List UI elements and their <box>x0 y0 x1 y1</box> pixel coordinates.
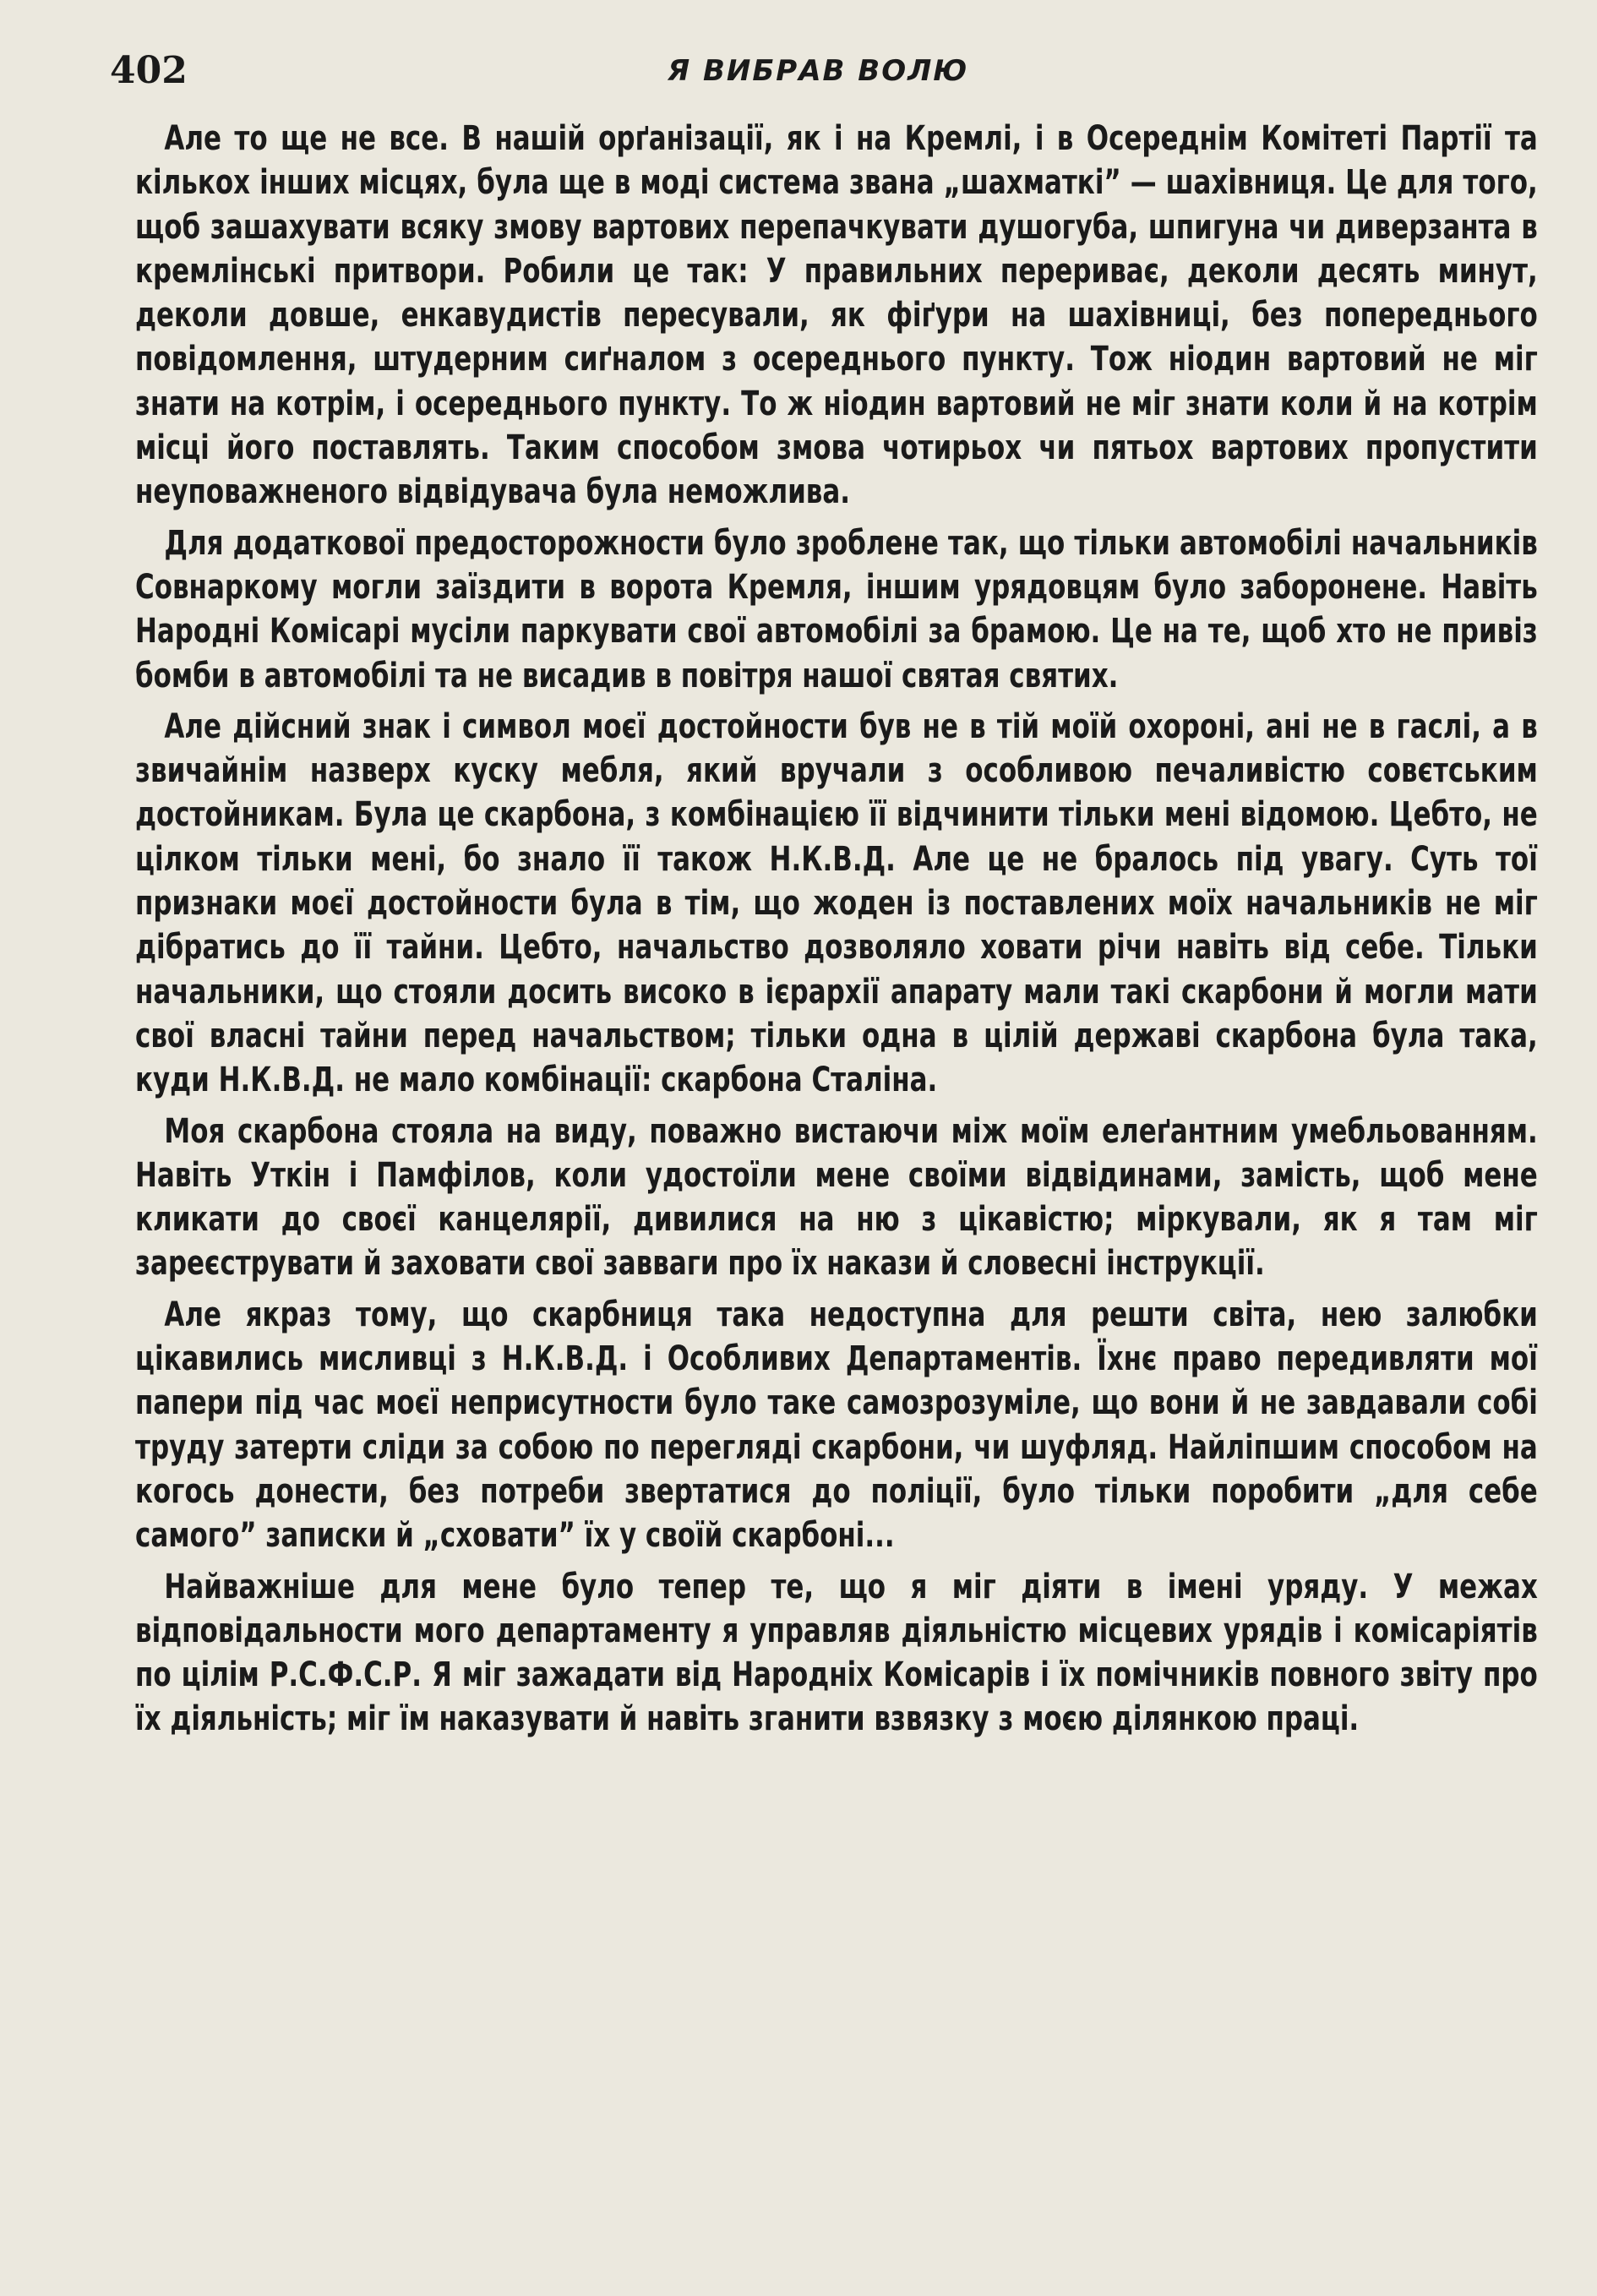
paragraph: Найважніше для мене було тепер те, що я міг діяти в імені уряду. У межах відповідальности мого департаменту я управляв діяльністю місцевих урядів і комісаріятів по цілім Р.С.Ф.С.Р. Я міг зажадати від Народніх Комісарів і їх помічників повного звіту про їх діяльність; міг їм наказувати й навіть зганити взвязку з моєю ділянкою праці. <box>135 1567 1538 1739</box>
paragraph: Але то ще не все. В нашій орґанізації, як і на Кремлі, і в Осереднім Комітеті Партії та кількох інших місцях, була ще в моді система звана „шахматкі” — шахівниця. Це для того, щоб зашахувати всяку змову вартових перепачкувати душогуба, шпигуна чи диверзанта в кремлінські притвори. Робили це так: У правильних перериває, деколи десять минут, деколи довше, енкавудистів пересували, як фіґури на шахівниці, без попереднього повідомлення, штудерним сиґналом з осереднього пункту. Тож ніодин вартовий не міг знати на котрім, і осереднього пункту. То ж ніодин вартовий не міг знати коли й на котрім місці його поставлять. Таким способом змова чотирьох чи пятьох вартових пропустити неуповажненого відвідувача була неможлива. <box>135 119 1538 512</box>
running-head <box>110 49 1546 100</box>
paragraph: Але якраз тому, що скарбниця така недоступна для решти світа, нею залюбки цікавились мисливці з Н.К.В.Д. і Особливих Департаментів. Їхнє право передивляти мої папери під час моєї неприсутности було таке самозрозуміле, що вони й не завдавали собі труду затерти сліди за собою по перегляді скарбони, чи шуфляд. Найліпшим способом на когось донести, без потреби звертатися до поліції, було тільки поробити „для себе самого” записки й „сховати” їх у своїй скарбоні... <box>135 1295 1538 1556</box>
paragraph: Моя скарбона стояла на виду, поважно вистаючи між моїм елеґантним умебльованням. Навіть Уткін і Памфілов, коли удостоїли мене своїми відвідинами, замість, щоб мене кликати до своєї канцелярії, дивилися на ню з цікавістю; міркували, як я там міг зареєструвати й заховати свої завваги про їх накази й словесні інструкції. <box>135 1111 1538 1284</box>
paragraph: Але дійсний знак і символ моєї достойности був не в тій моїй охороні, ані не в гаслі, а в звичайнім назверх куску мебля, який вручали з особливою печаливістю совєтським достойникам. Була це скарбона, з комбінацією її відчинити тільки мені відомою. Цебто, не цілком тільки мені, бо знало її також Н.К.В.Д. Але це не бралось під увагу. Суть тої признаки моєї достойности була в тім, що жоден із поставлених моїх начальників не міг дібратись до її тайни. Цебто, начальство дозволяло ховати річи навіть від себе. Тільки начальники, що стояли досить високо в ієрархії апарату мали такі скарбони й могли мати свої власні тайни перед начальством; тільки одна в цілій державі скарбона була така, куди Н.К.В.Д. не мало комбінації: скарбона Сталіна. <box>135 706 1538 1100</box>
body-text <box>135 117 1538 1742</box>
paragraph: Для додаткової предосторожности було зроблене так, що тільки автомобілі начальників Совнаркому могли заїздити в ворота Кремля, іншим урядовцям було заборонене. Навіть Народні Комісарі мусіли паркувати свої автомобілі за брамою. Це на те, щоб хто не привіз бомби в автомобілі та не висадив в повітря нашої святая святих. <box>135 523 1538 695</box>
book-title: Я ВИБРАВ ВОЛЮ <box>668 54 969 88</box>
page-number: 402 <box>110 49 188 92</box>
